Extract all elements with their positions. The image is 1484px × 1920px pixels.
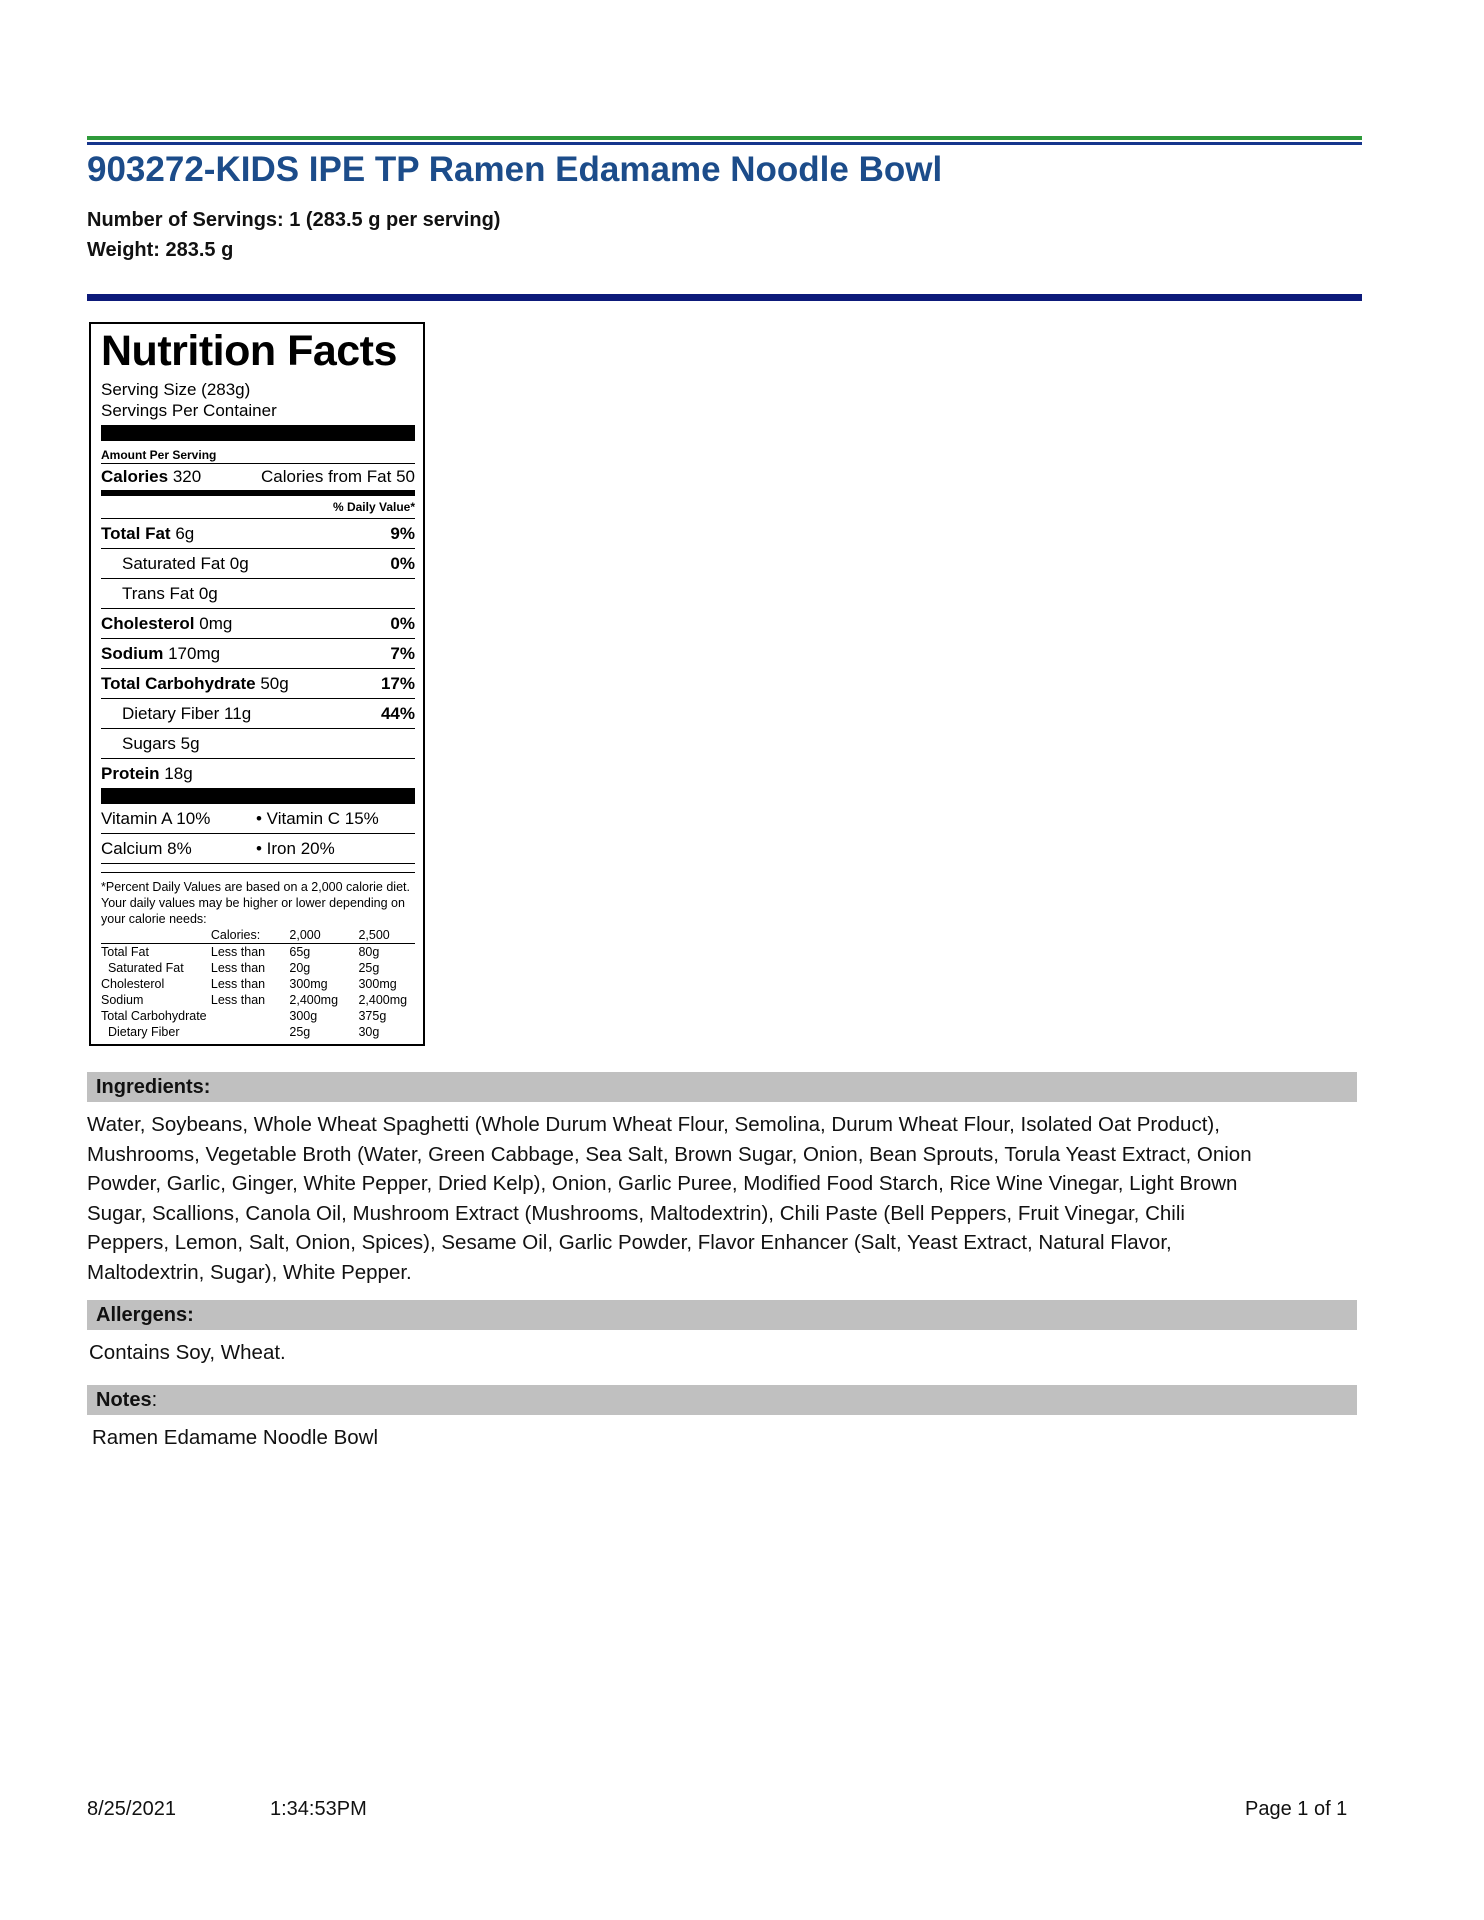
ingredients-text: [87, 1110, 1367, 1287]
reference-row: [101, 1008, 415, 1024]
reference-cell: 25g: [358, 961, 380, 975]
nutrient-label: Total Carbohydrate: [101, 674, 256, 693]
reference-cell: 300mg: [358, 977, 397, 991]
nutrient-daily-value: 0%: [390, 554, 415, 573]
recipe-title: 903272-KIDS IPE TP Ramen Edamame Noodle Bowl: [87, 150, 943, 189]
ingredients-header: [87, 1072, 1357, 1102]
reference-cell: 65g: [289, 945, 311, 959]
nutrient-daily-value: 9%: [390, 524, 415, 543]
daily-value-header: % Daily Value*: [101, 496, 415, 519]
thick-divider: [101, 788, 415, 804]
calories-value: 320: [172, 467, 202, 486]
reference-cell: Less than: [210, 945, 266, 959]
nutrient-row: [101, 609, 415, 639]
reference-row: [101, 1024, 415, 1040]
reference-header-cell: Calories:: [211, 927, 290, 944]
rule: [101, 872, 415, 873]
header-divider: [87, 294, 1362, 301]
reference-cell: Cholesterol: [101, 977, 165, 991]
nutrient-label: Protein: [101, 764, 160, 783]
reference-cell: Less than: [210, 977, 266, 991]
nutrient-label: Saturated Fat: [122, 554, 226, 573]
vitamin-a: Vitamin A 10%: [101, 809, 211, 828]
reference-cell: Total Carbohydrate: [101, 1009, 207, 1023]
reference-cell: Less than: [210, 993, 266, 1007]
reference-cell: 20g: [289, 961, 311, 975]
reference-cell: Sodium: [101, 993, 144, 1007]
nutrient-row: [101, 759, 415, 788]
vitamin-c: • Vitamin C 15%: [256, 809, 379, 828]
ingredients-line: Peppers, Lemon, Salt, Onion, Spices), Sesame Oil, Garlic Powder, Flavor Enhancer (Salt, Yeast Extract, Natural Flavor,: [87, 1231, 1172, 1254]
nutrient-row: [101, 519, 415, 549]
nutrient-amount: 18g: [164, 764, 193, 783]
footer-page-number: Page 1 of 1: [1245, 1798, 1348, 1820]
reference-row: [101, 960, 415, 976]
ingredients-line: Water, Soybeans, Whole Wheat Spaghetti (Whole Durum Wheat Flour, Semolina, Durum Wheat Flour, Isolated Oat Product),: [87, 1113, 1220, 1136]
nutrient-name: [101, 609, 232, 638]
nutrient-daily-value: 44%: [380, 704, 415, 723]
reference-cell: 25g: [289, 1025, 311, 1039]
allergens-label: Allergens:: [96, 1304, 194, 1326]
nutrition-facts-heading: Nutrition Facts: [101, 327, 397, 375]
nutrient-row: [101, 549, 415, 579]
nutrient-row: [101, 579, 415, 609]
nutrient-amount: 11g: [224, 704, 252, 723]
nutrition-facts-label: [89, 322, 425, 1046]
ingredients-line: Maltodextrin, Sugar), White Pepper.: [87, 1260, 412, 1284]
daily-value-reference-table: [101, 927, 415, 1040]
nutrient-amount: 0mg: [199, 614, 233, 633]
reference-cell: Saturated Fat: [101, 961, 184, 975]
weight-info: Weight: 283.5 g: [87, 239, 234, 261]
header-rule-green: [87, 136, 1362, 140]
nutrient-daily-value: 17%: [380, 674, 415, 693]
footer-time: 1:34:53PM: [270, 1798, 367, 1820]
nutrient-name: [101, 669, 289, 698]
reference-header-row: [101, 927, 415, 944]
nutrient-name: [101, 549, 249, 578]
ingredients-label: Ingredients:: [96, 1076, 211, 1098]
nutrient-name: [101, 579, 218, 608]
calories-row: [101, 464, 415, 490]
notes-header: [87, 1385, 1357, 1415]
header-rule-blue: [87, 142, 1362, 145]
notes-text: Ramen Edamame Noodle Bowl: [92, 1426, 378, 1449]
nutrient-name: [101, 639, 220, 668]
calories-label: Calories: [101, 467, 169, 486]
nutrient-row: [101, 639, 415, 669]
nutrient-label: Dietary Fiber: [122, 704, 220, 723]
allergens-text: Contains Soy, Wheat.: [89, 1341, 286, 1364]
reference-cell: [211, 1008, 290, 1024]
notes-label: Notes: [96, 1389, 152, 1411]
nutrient-name: [101, 759, 193, 788]
calcium: Calcium 8%: [101, 839, 192, 858]
reference-cell: 30g: [358, 1025, 380, 1039]
nutrient-amount: 5g: [180, 734, 200, 753]
notes-colon: :: [151, 1389, 158, 1411]
mineral-row: [101, 834, 415, 864]
reference-cell: Dietary Fiber: [101, 1025, 180, 1039]
nutrient-row: [101, 729, 415, 759]
nutrient-label: Total Fat: [101, 524, 171, 543]
reference-row: [101, 976, 415, 992]
reference-cell: 300mg: [289, 977, 328, 991]
nutrient-label: Cholesterol: [101, 614, 195, 633]
reference-cell: Total Fat: [101, 945, 149, 959]
nutrient-amount: 170mg: [168, 644, 221, 663]
reference-cell: [211, 1024, 290, 1040]
nutrient-row: [101, 699, 415, 729]
ingredients-line: Mushrooms, Vegetable Broth (Water, Green Cabbage, Sea Salt, Brown Sugar, Onion, Bean Sprouts, Torula Yeast Extract, Onion: [87, 1142, 1252, 1166]
nutrient-label: Trans Fat: [122, 584, 195, 603]
nutrient-amount: 0g: [229, 554, 249, 573]
nutrient-amount: 50g: [260, 674, 289, 693]
reference-cell: Less than: [210, 961, 266, 975]
nutrient-name: [101, 519, 194, 548]
reference-cell: 300g: [289, 1009, 318, 1023]
nutrient-row: [101, 669, 415, 699]
footer-date: 8/25/2021: [87, 1798, 176, 1820]
amount-per-serving: Amount Per Serving: [101, 448, 217, 462]
nutrient-amount: 6g: [175, 524, 195, 543]
serving-size: Serving Size (283g): [101, 380, 251, 399]
reference-cell: 375g: [358, 1009, 387, 1023]
allergens-header: [87, 1300, 1357, 1330]
ingredients-line: Sugar, Scallions, Canola Oil, Mushroom Extract (Mushrooms, Maltodextrin), Chili Paste (Bell Peppers, Fruit Vinegar, Chili: [87, 1201, 1185, 1225]
nutrient-daily-value: 0%: [390, 614, 415, 633]
reference-header-cell: 2,000: [289, 927, 358, 944]
ingredients-line: Powder, Garlic, Ginger, White Pepper, Dried Kelp), Onion, Garlic Puree, Modified Food Starch, Rice Wine Vinegar, Light Brown: [87, 1172, 1238, 1195]
daily-value-footnote: *Percent Daily Values are based on a 2,000 calorie diet. Your daily values may be higher or lower depending on your calorie needs:: [101, 880, 410, 926]
nutrient-name: [101, 699, 251, 728]
calories-from-fat: Calories from Fat 50: [261, 467, 415, 486]
thick-divider: [101, 425, 415, 441]
reference-cell: 2,400mg: [358, 993, 408, 1007]
vitamin-row: [101, 804, 415, 834]
nutrient-amount: 0g: [198, 584, 218, 603]
nutrient-label: Sugars: [122, 734, 176, 753]
reference-cell: 80g: [358, 945, 380, 959]
nutrient-rows: [101, 519, 415, 788]
reference-header-cell: [101, 927, 211, 944]
servings-info: Number of Servings: 1 (283.5 g per serving): [87, 209, 501, 231]
iron: • Iron 20%: [256, 839, 335, 858]
reference-header-cell: 2,500: [358, 927, 415, 944]
servings-per-container: Servings Per Container: [101, 401, 277, 420]
nutrient-name: [101, 729, 200, 758]
nutrient-label: Sodium: [101, 644, 164, 663]
nutrient-daily-value: 7%: [390, 644, 415, 663]
reference-row: [101, 992, 415, 1008]
reference-row: [101, 944, 415, 961]
reference-cell: 2,400mg: [289, 993, 339, 1007]
